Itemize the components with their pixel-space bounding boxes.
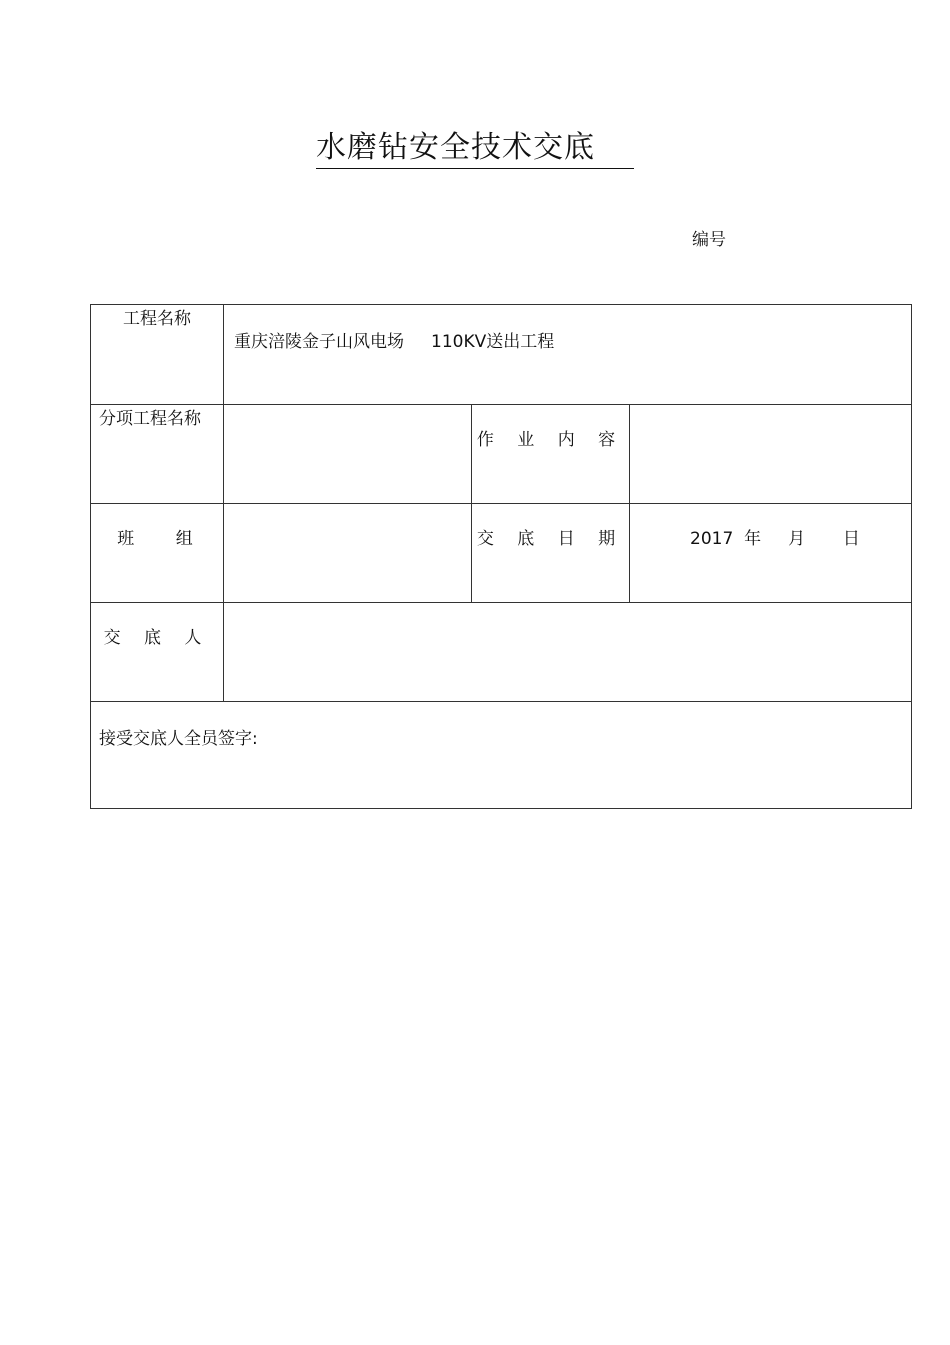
handover-form-table bbox=[90, 304, 912, 809]
project-name-label-cell bbox=[91, 305, 224, 405]
document-title: 水磨钻安全技术交底 bbox=[316, 128, 634, 169]
team-value-cell[interactable] bbox=[224, 504, 472, 603]
work-content-value-cell[interactable] bbox=[630, 405, 912, 504]
signature-row bbox=[91, 702, 912, 809]
project-name-value: 重庆涪陵金子山风电场 110KV送出工程 bbox=[234, 332, 555, 352]
handover-date-label-cell bbox=[472, 504, 630, 603]
presenter-value-cell[interactable] bbox=[224, 603, 912, 702]
sub-project-value-cell[interactable] bbox=[224, 405, 472, 504]
document-number-label: 编号 bbox=[692, 230, 726, 250]
handover-date-value-cell[interactable] bbox=[630, 504, 912, 603]
sub-project-row bbox=[91, 405, 912, 504]
team-label-cell bbox=[91, 504, 224, 603]
presenter-label-cell bbox=[91, 603, 224, 702]
presenter-row bbox=[91, 603, 912, 702]
team-row bbox=[91, 504, 912, 603]
handover-date-value: 2017 年 月 日 bbox=[690, 529, 860, 549]
work-content-label: 作 业 内 容 bbox=[476, 430, 625, 450]
work-content-label-cell bbox=[472, 405, 630, 504]
presenter-label: 交 底 人 bbox=[103, 628, 211, 648]
project-name-label: 工程名称 bbox=[123, 309, 191, 329]
sub-project-label-cell bbox=[91, 405, 224, 504]
signature-cell[interactable] bbox=[91, 702, 912, 809]
sub-project-label: 分项工程名称 bbox=[99, 409, 201, 429]
team-label: 班 组 bbox=[117, 529, 197, 549]
handover-date-label: 交 底 日 期 bbox=[476, 529, 625, 549]
project-name-value-cell bbox=[224, 305, 912, 405]
signature-label: 接受交底人全员签字: bbox=[99, 729, 258, 749]
project-name-row bbox=[91, 305, 912, 405]
